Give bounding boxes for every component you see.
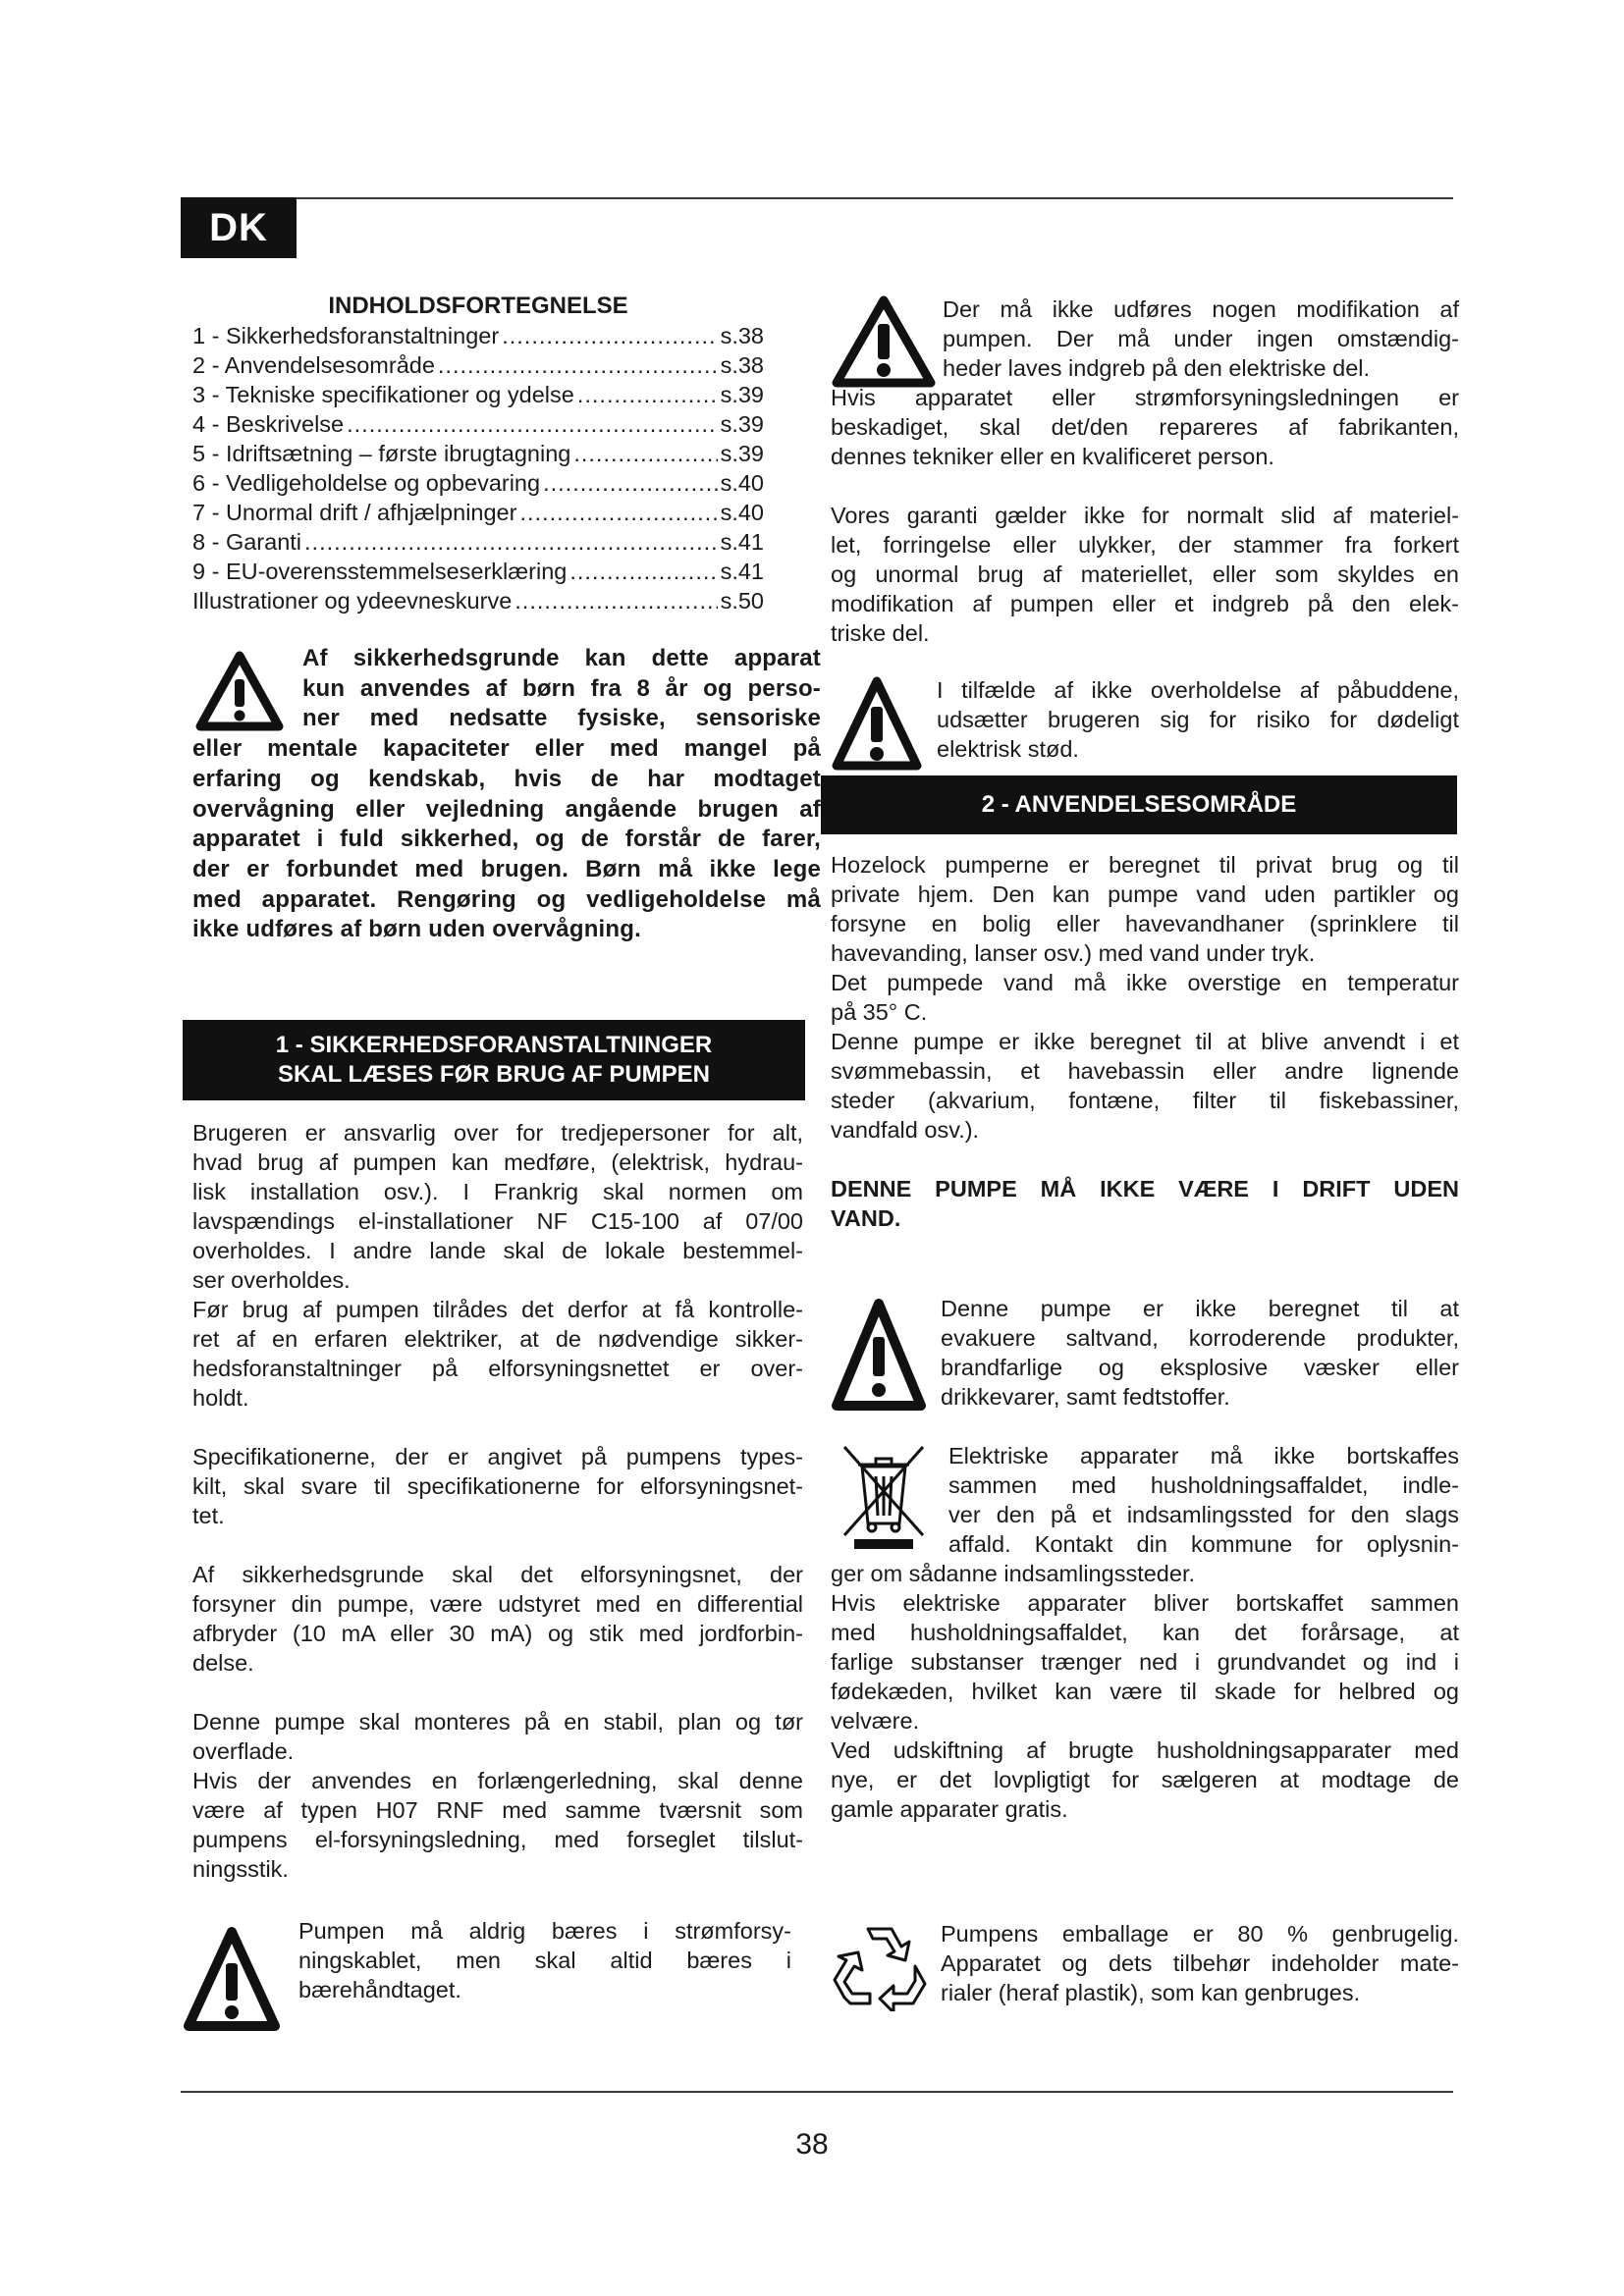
text-line: Denne pumpe skal monteres på en stabil, plan og tør	[192, 1709, 803, 1735]
text-line: Denne pumpe er ikke beregnet til at blive anvendt i et	[831, 1029, 1459, 1054]
text-line: nye, er det lovpligtigt for sælgeren at modtage de	[831, 1767, 1459, 1792]
text-line: Hvis der anvendes en forlængerledning, skal denne	[192, 1768, 803, 1793]
toc-item-page: s.41	[720, 529, 764, 555]
toc-leader-dots	[438, 350, 718, 380]
text-line: hedsforanstaltninger på elforsyningsnettet er over-	[192, 1356, 803, 1381]
text-line: tet.	[192, 1503, 225, 1528]
section-1-title-line1: 1 - SIKKERHEDSFORANSTALTNINGER	[275, 1032, 713, 1058]
text-line: kilt, skal svare til specifikationerne for elforsyningsnet-	[192, 1473, 803, 1499]
child-warning-text	[192, 644, 821, 945]
text-line: Ved udskiftning af brugte husholdningsapparater med	[831, 1737, 1459, 1763]
text-line: evakuere saltvand, korroderende produkter,	[941, 1325, 1459, 1351]
text-line: Af sikkerhedsgrunde skal det elforsyningsnet, der	[192, 1562, 803, 1587]
toc-leader-dots	[304, 527, 718, 557]
text-line: med apparatet. Rengøring og vedligeholdelse må	[192, 885, 821, 913]
text-line: Apparatet og dets tilbehør indeholder mate-	[941, 1950, 1459, 1976]
modification-warning-text	[943, 294, 1459, 383]
text-line: havevanding, lanser osv.) med vand under tryk.	[831, 940, 1316, 966]
text-line: heder laves indgreb på den elektriske del.	[943, 355, 1371, 381]
text-line: delse.	[192, 1650, 254, 1676]
paragraph-specifications	[192, 1442, 803, 1530]
toc-item	[192, 586, 764, 615]
text-line: Elektriske apparater må ikke bortskaffes	[948, 1443, 1459, 1468]
text-line: ner med nedsatte fysiske, sensoriske	[302, 705, 821, 732]
toc-item	[192, 380, 764, 409]
text-line: VAND.	[831, 1205, 901, 1231]
toc-item-label: 5 - Idriftsætning – første ibrugtagning	[192, 441, 571, 466]
modification-warning	[831, 294, 1459, 648]
toc-item-page: s.38	[720, 352, 764, 378]
text-line: farlige substanser trænger ned i grundvandet og ind i	[831, 1649, 1459, 1675]
text-line: sammen med husholdningsaffaldet, indle-	[948, 1472, 1459, 1498]
text-line: Der må ikke udføres nogen modifikation af	[943, 296, 1459, 322]
text-line: bærehåndtaget.	[298, 1977, 461, 2002]
toc-item-label: 6 - Vedligeholdelse og opbevaring	[192, 470, 541, 496]
footer-rule	[181, 2091, 1453, 2093]
toc-item	[192, 350, 764, 380]
toc-item	[192, 498, 764, 527]
text-line: elektrisk stød.	[937, 736, 1079, 762]
toc-item	[192, 527, 764, 557]
text-line: Hvis apparatet eller strømforsyningsledningen er	[831, 385, 1459, 410]
toc-item-page: s.39	[720, 382, 764, 407]
toc-title: INDHOLDSFORTEGNELSE	[328, 293, 628, 319]
toc-leader-dots	[569, 557, 717, 586]
fluids-warning	[831, 1294, 1459, 1412]
crossed-out-bin-icon	[837, 1441, 931, 1551]
toc-leader-dots	[577, 380, 718, 409]
warning-triangle-icon	[831, 675, 923, 774]
toc-item-page: s.40	[720, 500, 764, 525]
toc-item-label: 1 - Sikkerhedsforanstaltninger	[192, 323, 500, 348]
text-line: udsætter brugeren sig for risiko for dødeligt	[937, 707, 1459, 732]
text-line: modifikation af pumpen eller et indgreb på den elek-	[831, 591, 1459, 616]
text-line: Denne pumpe er ikke beregnet til at	[941, 1296, 1459, 1321]
text-line: overflade.	[192, 1738, 295, 1764]
text-line: ver den på et indsamlingssted for den slags	[948, 1502, 1459, 1527]
header-rule	[181, 197, 1453, 199]
text-line: Før brug af pumpen tilrådes det derfor at få kontrolle-	[192, 1297, 803, 1322]
toc-item	[192, 409, 764, 439]
text-line: og unormal brug af materiellet, eller som skyldes en	[831, 561, 1459, 587]
text-line: Vores garanti gælder ikke for normalt slid af materiel-	[831, 503, 1459, 528]
text-line: ningsstik.	[192, 1856, 289, 1882]
text-line: rialer (heraf plastik), som kan genbruges.	[941, 1980, 1361, 2005]
left-body	[192, 1118, 803, 1884]
text-line: overholdes. I andre lande skal de lokale bestemmel-	[192, 1238, 803, 1263]
child-warning	[192, 644, 821, 945]
language-tab: DK	[181, 197, 297, 258]
text-line: dennes tekniker eller en kvalificeret person.	[831, 444, 1274, 469]
text-line: DENNE PUMPE MÅ IKKE VÆRE I DRIFT UDEN	[831, 1176, 1459, 1201]
toc-leader-dots	[347, 409, 717, 439]
paragraph-usage	[831, 850, 1459, 1145]
text-line: på 35° C.	[831, 999, 928, 1025]
text-line: Det pumpede vand må ikke overstige en temperatur	[831, 970, 1459, 995]
section-2-title: 2 - ANVENDELSESOMRÅDE	[981, 791, 1297, 818]
text-line: Pumpens emballage er 80 % genbrugelig.	[941, 1921, 1459, 1947]
text-line: I tilfælde af ikke overholdelse af påbuddene,	[937, 677, 1459, 703]
text-line: Af sikkerhedsgrunde kan dette apparat	[302, 645, 821, 671]
toc-leader-dots	[519, 498, 717, 527]
text-line: erfaring og kendskab, hvis de har modtaget	[192, 765, 821, 792]
recycle-icon	[833, 1921, 927, 2011]
text-line: pumpen. Der må under ingen omstændig-	[943, 326, 1459, 351]
text-line: ger om sådanne indsamlingssteder.	[831, 1561, 1195, 1586]
text-line: Hozelock pumperne er beregnet til privat brug og til	[831, 852, 1459, 878]
page-number: 38	[795, 2128, 829, 2161]
text-line: steder (akvarium, fontæne, filter til fiskebassiner,	[831, 1088, 1459, 1113]
text-line: forsyner din pumpe, være udstyret med en differential	[192, 1591, 803, 1617]
section-1-header	[183, 1020, 805, 1100]
toc-item	[192, 321, 764, 350]
text-line: ret af en erfaren elektriker, at de nødvendige sikker-	[192, 1326, 803, 1352]
text-line: affald. Kontakt din kommune for oplysnin-	[948, 1531, 1459, 1557]
fluids-warning-text	[941, 1294, 1459, 1412]
paragraph-mounting	[192, 1707, 803, 1884]
toc-item-label: 9 - EU-overensstemmelseserklæring	[192, 559, 568, 584]
text-line: eller mentale kapaciteter eller med mangel på	[192, 735, 821, 763]
text-line: velvære.	[831, 1708, 920, 1734]
text-line: der er forbundet med brugen. Børn må ikke lege	[192, 855, 821, 882]
text-line: triske del.	[831, 620, 930, 646]
section-2-header	[821, 775, 1457, 834]
toc-item	[192, 439, 764, 468]
text-line: lavspændings el-installationer NF C15-100 af 07/00	[192, 1208, 803, 1234]
text-line: vandfald osv.).	[831, 1117, 980, 1143]
toc-leader-dots	[514, 586, 717, 615]
no-dry-run-notice	[831, 1174, 1459, 1233]
toc-item	[192, 557, 764, 586]
toc-item	[192, 468, 764, 498]
paragraph-damaged-cable	[831, 383, 1459, 471]
text-line: ningskablet, men skal altid bæres i	[298, 1948, 791, 1973]
warning-triangle-icon	[183, 1926, 281, 2034]
text-line: svømmebassin, et havebassin eller andre lignende	[831, 1058, 1459, 1084]
toc-item-page: s.38	[720, 323, 764, 348]
text-line: Brugeren er ansvarlig over for tredjepersoner for alt,	[192, 1120, 803, 1146]
toc-item-label: 7 - Unormal drift / afhjælpninger	[192, 500, 517, 525]
toc-list	[192, 321, 764, 615]
text-line: Specifikationerne, der er angivet på pumpens types-	[192, 1444, 803, 1469]
text-line: afbryder (10 mA eller 30 mA) og stik med jordforbin-	[192, 1621, 803, 1646]
toc-item-page: s.40	[720, 470, 764, 496]
text-line: hvad brug af pumpen kan medføre, (elektrisk, hydrau-	[192, 1149, 803, 1175]
text-line: beskadiget, skal det/den repareres af fabrikanten,	[831, 414, 1459, 440]
text-line: gamle apparater gratis.	[831, 1796, 1068, 1822]
toc-item-label: 4 - Beskrivelse	[192, 411, 345, 437]
paragraph-differential-breaker	[192, 1560, 803, 1678]
text-line: Pumpen må aldrig bæres i strømforsy-	[298, 1918, 791, 1944]
toc-item-label: 3 - Tekniske specifikationer og ydelse	[192, 382, 574, 407]
toc-leader-dots	[543, 468, 718, 498]
text-line: apparatet i fuld sikkerhed, og de forstår de farer,	[192, 826, 821, 853]
shock-warning-text	[937, 675, 1459, 764]
paragraph-responsibility	[192, 1118, 803, 1413]
toc-item-label: 8 - Garanti	[192, 529, 302, 555]
recycle-section	[831, 1919, 1459, 2007]
carry-warning	[183, 1916, 791, 2004]
text-line: let, forringelse eller ulykker, der stammer fra forkert	[831, 532, 1459, 558]
text-line: holdt.	[192, 1385, 249, 1411]
text-line: med husholdningsaffaldet, kan det forårsage, at	[831, 1620, 1459, 1645]
text-line: pumpens el-forsyningsledning, med forseglet tilslut-	[192, 1827, 803, 1852]
text-line: forsyne en bolig eller havevandhaner (sprinklere til	[831, 911, 1459, 936]
toc-item-page: s.50	[720, 588, 764, 614]
usage-text	[831, 850, 1459, 1233]
toc-item-page: s.39	[720, 441, 764, 466]
toc-item-label: 2 - Anvendelsesområde	[192, 352, 435, 378]
toc-item-label: Illustrationer og ydeevneskurve	[192, 588, 513, 614]
text-line: ikke udføres af børn uden overvågning.	[192, 916, 642, 943]
toc-leader-dots	[502, 321, 717, 350]
text-line: Hvis elektriske apparater bliver bortskaffet sammen	[831, 1590, 1459, 1616]
toc-item-page: s.39	[720, 411, 764, 437]
text-line: lisk installation osv.). I Frankrig skal normen om	[192, 1179, 803, 1204]
warning-triangle-icon	[831, 294, 937, 389]
text-line: kun anvendes af børn fra 8 år og perso-	[302, 674, 821, 702]
warning-triangle-icon	[831, 1298, 927, 1414]
weee-section	[831, 1441, 1459, 1824]
text-line: ser overholdes.	[192, 1267, 351, 1293]
recycle-text	[941, 1919, 1459, 2007]
text-line: private hjem. Den kan pumpe vand uden partikler og	[831, 881, 1459, 907]
toc-leader-dots	[573, 439, 717, 468]
text-line: brandfarlige og eksplosive væsker eller	[941, 1355, 1459, 1380]
toc-item-page: s.41	[720, 559, 764, 584]
text-line: drikkevarer, samt fedtstoffer.	[941, 1384, 1230, 1410]
shock-warning	[831, 675, 1459, 764]
left-column	[192, 292, 764, 615]
text-line: fødekæden, hvilket kan være til skade for helbred og	[831, 1679, 1459, 1704]
text-line: være af typen H07 RNF med samme tværsnit som	[192, 1797, 803, 1823]
section-1-title-line2: SKAL LÆSES FØR BRUG AF PUMPEN	[277, 1061, 711, 1088]
paragraph-guarantee	[831, 501, 1459, 648]
carry-warning-text	[298, 1916, 791, 2004]
text-line: overvågning eller vejledning angående brugen af	[192, 795, 821, 823]
warning-triangle-icon	[194, 650, 285, 732]
